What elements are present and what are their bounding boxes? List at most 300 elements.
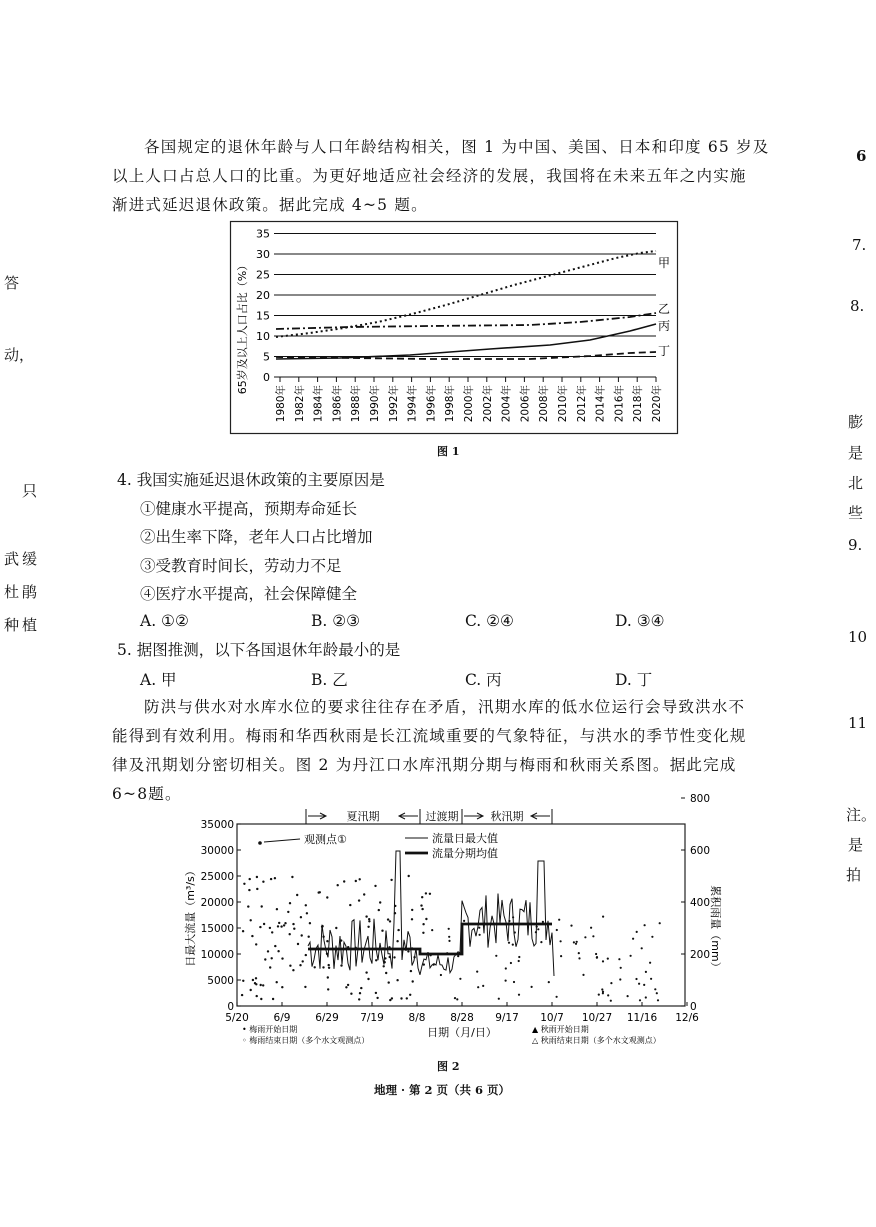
meiyu-point (318, 891, 320, 893)
summer-flood-label: 夏汛期 (346, 810, 380, 823)
autumn-rain-point (644, 924, 646, 926)
side-right-text-9: 10 (848, 628, 868, 646)
side-right-text-5: 是 (848, 444, 864, 462)
side-right-text-2: 7. (852, 236, 867, 254)
autumn-rain-point (448, 936, 450, 938)
side-right-text-11: 注。 (846, 806, 876, 824)
fig1-y-tick-label: 5 (263, 350, 270, 364)
figure-1-x-ticks (274, 377, 663, 422)
meiyu-point (249, 878, 251, 880)
figure-1-y-ticks (256, 228, 270, 385)
meiyu-point (358, 899, 360, 901)
figure-2-left-y-label: 日最大流量（m³/s） (184, 865, 197, 967)
meiyu-point (269, 927, 271, 929)
meiyu-point (379, 901, 381, 903)
meiyu-point (291, 876, 293, 878)
autumn-rain-point (518, 994, 520, 996)
fig2-x-tick-label: 6/29 (315, 1012, 339, 1024)
question-4-item-1: ①健康水平提高，预期寿命延长 (140, 500, 358, 518)
meiyu-point (411, 918, 413, 920)
meiyu-point (350, 993, 352, 995)
question-5-stem: 5. 据图推测，以下各国退休年龄最小的是 (117, 641, 401, 659)
autumn-rain-point (619, 978, 621, 980)
fig2-x-tick-label: 12/6 (675, 1012, 699, 1024)
fig1-x-tick-label: 2018年 (632, 385, 645, 423)
figure-2-right-y-label: 累积雨量（mm） (709, 885, 722, 973)
period-mean-flow-line (308, 924, 552, 954)
meiyu-point (375, 959, 377, 961)
question-4-item-3: ③受教育时间长，劳动力不足 (140, 557, 342, 575)
autumn-rain-point (448, 928, 450, 930)
meiyu-point (314, 966, 316, 968)
autumn-rain-point (459, 978, 461, 980)
meiyu-point (407, 950, 409, 952)
series-bing-label: 丙 (658, 319, 671, 333)
autumn-rain-point (463, 920, 465, 922)
fig2-left-tick-label: 20000 (200, 897, 234, 909)
autumn-rain-point (645, 971, 647, 973)
fig2-right-tick-label: 400 (690, 897, 711, 909)
side-right-text-6: 北 (848, 474, 864, 492)
meiyu-point (381, 930, 383, 932)
meiyu-point (365, 971, 367, 973)
meiyu-point (276, 981, 278, 983)
figure-1-chart (230, 221, 680, 435)
series-ding-label: 丁 (658, 344, 671, 358)
meiyu-point (425, 892, 427, 894)
meiyu-point (274, 945, 276, 947)
question-4-item-2: ②出生率下降，老年人口占比增加 (140, 528, 373, 546)
meiyu-point (263, 923, 265, 925)
question-5-option-c[interactable]: C. 丙 (465, 671, 502, 689)
question-5-option-a[interactable]: A. 甲 (140, 671, 177, 689)
daily-max-flow-line (308, 851, 554, 976)
autumn-rain-point (505, 967, 507, 969)
meiyu-point (300, 916, 302, 918)
meiyu-point (305, 904, 307, 906)
meiyu-point (396, 940, 398, 942)
autumn-rain-point (659, 922, 661, 924)
meiyu-point (429, 893, 431, 895)
autumn-rain-point (431, 929, 433, 931)
meiyu-point (412, 980, 414, 982)
side-left-text-3: 只 (22, 482, 38, 500)
meiyu-point (337, 884, 339, 886)
observation-point-label: 观测点① (304, 833, 347, 846)
meiyu-point (292, 923, 294, 925)
fig1-y-tick-label: 15 (256, 309, 270, 323)
meiyu-point (410, 970, 412, 972)
autumn-rain-point (627, 995, 629, 997)
legend-autumn-start: ▲ 秋雨开始日期 (532, 1025, 589, 1034)
side-left-text-5: 杜鹃 (4, 583, 41, 601)
autumn-rain-point (657, 999, 659, 1001)
fig1-x-tick-label: 2014年 (594, 385, 607, 423)
autumn-rain-point (649, 962, 651, 964)
fig1-x-tick-label: 2020年 (651, 385, 663, 423)
autumn-rain-point (570, 925, 572, 927)
fig1-x-tick-label: 1982年 (293, 385, 306, 423)
autumn-rain-point (558, 919, 560, 921)
autumn-rain-point (537, 928, 539, 930)
side-left-text-2: 动， (4, 346, 35, 364)
question-4-option-c[interactable]: C. ②④ (465, 612, 514, 630)
figure-1-caption: 图 1 (437, 445, 460, 458)
fig1-y-tick-label: 20 (256, 289, 270, 302)
meiyu-point (255, 977, 257, 979)
fig2-x-tick-label: 10/7 (540, 1012, 564, 1024)
meiyu-point (248, 889, 250, 891)
meiyu-point (409, 994, 411, 996)
meiyu-point (408, 875, 410, 877)
autumn-rain-point (560, 940, 562, 942)
meiyu-point (425, 918, 427, 920)
meiyu-point (259, 926, 261, 928)
meiyu-point (368, 920, 370, 922)
autumn-rain-point (595, 953, 597, 955)
meiyu-point (305, 954, 307, 956)
meiyu-point (256, 888, 258, 890)
fig1-x-tick-label: 2008年 (538, 385, 551, 423)
intro1-line3: 渐进式延迟退休政策。据此完成 4~5 题。 (112, 196, 428, 214)
series-jia-line (276, 251, 656, 337)
autumn-rain-point (573, 941, 575, 943)
side-right-text-10: 11 (848, 714, 868, 732)
autumn-rain-point (479, 934, 481, 936)
meiyu-point (289, 902, 291, 904)
meiyu-point (262, 984, 264, 986)
meiyu-point (340, 964, 342, 966)
observation-leader-line (264, 839, 300, 842)
autumn-rain-point (590, 927, 592, 929)
autumn-rain-point (440, 974, 442, 976)
autumn-rain-point (584, 936, 586, 938)
autumn-rain-point (639, 999, 641, 1001)
fig1-x-tick-label: 1988年 (350, 385, 363, 423)
fig1-x-tick-label: 1992年 (387, 385, 400, 423)
meiyu-point (328, 967, 330, 969)
fig1-y-tick-label: 10 (256, 330, 270, 343)
fig2-right-tick-label: 200 (690, 949, 711, 961)
fig2-right-tick-label: 0 (690, 1001, 697, 1013)
meiyu-point (262, 881, 264, 883)
autumn-rain-point (482, 985, 484, 987)
fig1-x-tick-label: 2006年 (519, 385, 532, 423)
meiyu-point (251, 935, 253, 937)
fig2-left-tick-label: 15000 (200, 923, 234, 935)
fig2-x-tick-label: 8/28 (450, 1012, 474, 1024)
autumn-rain-point (448, 940, 450, 942)
meiyu-point (250, 989, 252, 991)
meiyu-point (397, 929, 399, 931)
meiyu-point (299, 964, 301, 966)
meiyu-point (327, 976, 329, 978)
meiyu-point (422, 923, 424, 925)
autumn-rain-point (607, 994, 609, 996)
autumn-rain-point (560, 955, 562, 957)
meiyu-point (388, 981, 390, 983)
side-right-text-3: 8. (850, 297, 865, 315)
autumn-rain-point (650, 978, 652, 980)
autumn-rain-point (596, 957, 598, 959)
autumn-rain-point (518, 960, 520, 962)
question-4-option-a[interactable]: A. ①② (140, 612, 189, 630)
autumn-rain-point (635, 978, 637, 980)
series-yi-label: 乙 (658, 302, 671, 316)
autumn-rain-point (641, 947, 643, 949)
meiyu-point (383, 965, 385, 967)
legend-period-mean-label: 流量分期均值 (432, 847, 498, 860)
autumn-rain-point (645, 996, 647, 998)
page-footer: 地理 · 第 2 页（共 6 页） (374, 1083, 511, 1097)
autumn-rain-point (512, 944, 514, 946)
meiyu-point (242, 930, 244, 932)
figure-2-chart (180, 793, 725, 1054)
meiyu-point (281, 986, 283, 988)
fig2-left-tick-label: 0 (227, 1001, 234, 1013)
autumn-rain-point (548, 981, 550, 983)
series-jia-label: 甲 (658, 256, 671, 270)
autumn-rain-point (618, 958, 620, 960)
series-bing-line (276, 324, 656, 359)
fig1-x-tick-label: 2004年 (500, 385, 513, 423)
meiyu-point (420, 904, 422, 906)
meiyu-point (421, 896, 423, 898)
autumn-rain-point (598, 994, 600, 996)
fig1-y-tick-label: 25 (256, 268, 270, 282)
meiyu-point (269, 966, 271, 968)
fig1-x-tick-label: 1996年 (425, 385, 438, 423)
meiyu-point (421, 908, 423, 910)
autumn-rain-point (643, 984, 645, 986)
legend-daily-max-label: 流量日最大值 (432, 832, 498, 845)
autumn-rain-point (582, 974, 584, 976)
fig1-x-tick-label: 2012年 (575, 385, 588, 423)
meiyu-point (347, 984, 349, 986)
autumn-rain-point (531, 986, 533, 988)
meiyu-point (272, 998, 274, 1000)
meiyu-point (396, 979, 398, 981)
meiyu-point (252, 979, 254, 981)
autumn-rain-point (498, 998, 500, 1000)
autumn-rain-point (510, 962, 512, 964)
meiyu-point (368, 918, 370, 920)
autumn-rain-point (454, 997, 456, 999)
meiyu-point (260, 998, 262, 1000)
meiyu-point (328, 964, 330, 966)
intro2-line4: 6~8题。 (112, 785, 182, 803)
autumn-rain-point (518, 956, 520, 958)
meiyu-point (289, 933, 291, 935)
autumn-rain-point (636, 931, 638, 933)
fig2-x-tick-label: 5/20 (225, 1012, 249, 1024)
autumn-rain-point (601, 988, 603, 990)
observation-point-1 (258, 841, 262, 845)
meiyu-point (254, 982, 256, 984)
fig1-x-tick-label: 2002年 (481, 385, 494, 423)
meiyu-point (302, 960, 304, 962)
autumn-rain-point (556, 996, 558, 998)
meiyu-point (358, 998, 360, 1000)
autumn-rain-point (508, 942, 510, 944)
fig2-left-tick-label: 35000 (200, 819, 234, 831)
meiyu-point (283, 924, 285, 926)
figure-1-y-axis-label: 65岁及以上人口占比（%） (236, 259, 249, 395)
intro2-line2: 能得到有效利用。梅雨和华西秋雨是长江流域重要的气象特征，与洪水的季节性变化规 (112, 727, 747, 745)
meiyu-point (360, 987, 362, 989)
side-right-text-13: 拍 (846, 866, 862, 884)
intro1-line2: 以上人口占总人口的比重。为更好地适应社会经济的发展，我国将在未来五年之内实施 (112, 167, 747, 185)
autumn-rain-point (495, 955, 497, 957)
meiyu-point (308, 936, 310, 938)
intro2-line1: 防洪与供水对水库水位的要求往往存在矛盾，汛期水库的低水位运行会导致洪水不 (144, 698, 746, 716)
meiyu-point (389, 999, 391, 1001)
question-4-stem: 4. 我国实施延迟退休政策的主要原因是 (117, 471, 385, 489)
autumn-rain-point (476, 971, 478, 973)
meiyu-point (422, 932, 424, 934)
autumn-rain-point (610, 982, 612, 984)
side-left-text-4: 武缓 (4, 550, 41, 568)
autumn-rain-point (651, 936, 653, 938)
side-right-text-8: 9. (848, 536, 863, 554)
meiyu-point (277, 950, 279, 952)
fig1-x-tick-label: 1994年 (406, 385, 419, 423)
figure-2-x-label: 日期（月/日） (427, 1026, 497, 1039)
meiyu-point (411, 909, 413, 911)
meiyu-point (335, 927, 337, 929)
autumn-rain-point (630, 955, 632, 957)
meiyu-point (326, 896, 328, 898)
question-5-option-b[interactable]: B. 乙 (311, 671, 348, 689)
intro-paragraph-2 (112, 693, 780, 809)
intro1-line1: 各国规定的退休年龄与人口年龄结构相关，图 1 为中国、美国、日本和印度 65 岁及 (144, 138, 770, 156)
side-right-text-4: 膨 (848, 413, 864, 431)
meiyu-point (343, 880, 345, 882)
meiyu-point (274, 877, 276, 879)
figure-2-caption: 图 2 (437, 1060, 460, 1073)
meiyu-point (378, 909, 380, 911)
meiyu-point (389, 920, 391, 922)
question-5-option-d[interactable]: D. 丁 (615, 671, 653, 689)
fig2-left-tick-label: 5000 (207, 975, 234, 987)
autumn-rain-point (638, 983, 640, 985)
autumn-rain-point (456, 998, 458, 1000)
transition-label: 过渡期 (425, 810, 459, 823)
meiyu-point (385, 972, 387, 974)
figure-2-x-ticks (225, 1002, 699, 1024)
fig2-x-tick-label: 11/16 (626, 1012, 658, 1024)
side-left-text-1: 答 (4, 274, 20, 292)
meiyu-point (297, 943, 299, 945)
fig1-x-tick-label: 2010年 (557, 385, 569, 423)
autumn-rain-point (654, 988, 656, 990)
fig1-x-tick-label: 1984年 (312, 385, 325, 423)
fig2-x-tick-label: 8/8 (408, 1012, 426, 1024)
fig1-x-tick-label: 1990年 (369, 385, 381, 423)
meiyu-point (280, 925, 282, 927)
fig1-x-tick-label: 1986年 (331, 385, 344, 423)
meiyu-point (406, 997, 408, 999)
fig1-y-tick-label: 0 (263, 371, 270, 384)
meiyu-point (271, 957, 273, 959)
meiyu-point (400, 997, 402, 999)
meiyu-point (264, 958, 266, 960)
meiyu-point (367, 978, 369, 980)
question-4-option-d[interactable]: D. ③④ (615, 612, 665, 630)
fig1-x-tick-label: 2016年 (613, 385, 626, 423)
autumn-rain-point (602, 960, 604, 962)
autumn-flood-label: 秋汛期 (490, 810, 524, 823)
legend-autumn-end: △ 秋雨结束日期（多个水文观测点） (532, 1036, 661, 1045)
meiyu-point (374, 885, 376, 887)
fig2-x-tick-label: 7/19 (360, 1012, 384, 1024)
autumn-rain-point (632, 938, 634, 940)
autumn-rain-point (556, 929, 558, 931)
meiyu-point (326, 940, 328, 942)
figure-2-rain-scatter (241, 875, 661, 1002)
meiyu-point (349, 904, 351, 906)
autumn-rain-point (578, 957, 580, 959)
meiyu-point (301, 934, 303, 936)
meiyu-point (306, 912, 308, 914)
meiyu-point (359, 992, 361, 994)
meiyu-point (309, 922, 311, 924)
meiyu-point (243, 883, 245, 885)
fig2-right-tick-label: 800 (690, 793, 711, 805)
meiyu-point (376, 997, 378, 999)
meiyu-point (277, 925, 279, 927)
meiyu-point (267, 950, 269, 952)
autumn-rain-point (576, 941, 578, 943)
meiyu-point (292, 969, 294, 971)
fig2-x-tick-label: 9/17 (495, 1012, 519, 1024)
fig2-left-tick-label: 25000 (200, 871, 234, 883)
side-right-text-12: 是 (848, 836, 864, 854)
fig1-x-tick-label: 1998年 (444, 385, 457, 423)
series-ding-line (276, 352, 656, 359)
autumn-rain-point (620, 967, 622, 969)
meiyu-point (387, 918, 389, 920)
intro2-line3: 律及汛期划分密切相关。图 2 为丹江口水库汛期分期与梅雨和秋雨关系图。据此完成 (112, 756, 737, 774)
fig1-y-tick-label: 30 (256, 248, 270, 261)
question-4-option-b[interactable]: B. ②③ (311, 612, 361, 630)
meiyu-point (247, 905, 249, 907)
meiyu-point (250, 919, 252, 921)
fig2-left-tick-label: 10000 (200, 949, 234, 961)
question-4-item-4: ④医疗水平提高，社会保障健全 (140, 585, 358, 603)
meiyu-point (289, 965, 291, 967)
intro-paragraph-1 (112, 133, 780, 220)
meiyu-point (375, 992, 377, 994)
fig2-x-tick-label: 10/27 (581, 1012, 613, 1024)
meiyu-point (287, 911, 289, 913)
meiyu-point (390, 879, 392, 881)
autumn-rain-point (505, 980, 507, 982)
meiyu-point (241, 994, 243, 996)
autumn-rain-point (578, 952, 580, 954)
autumn-rain-point (575, 943, 577, 945)
meiyu-point (293, 928, 295, 930)
meiyu-point (367, 926, 369, 928)
meiyu-point (271, 931, 273, 933)
meiyu-point (276, 908, 278, 910)
fig1-x-tick-label: 2000年 (463, 385, 475, 423)
side-right-text-1: 6 (856, 147, 867, 165)
side-right-text-7: 些 (848, 504, 864, 522)
side-left-text-6: 种植 (4, 616, 41, 634)
meiyu-point (393, 956, 395, 958)
autumn-rain-point (607, 958, 609, 960)
